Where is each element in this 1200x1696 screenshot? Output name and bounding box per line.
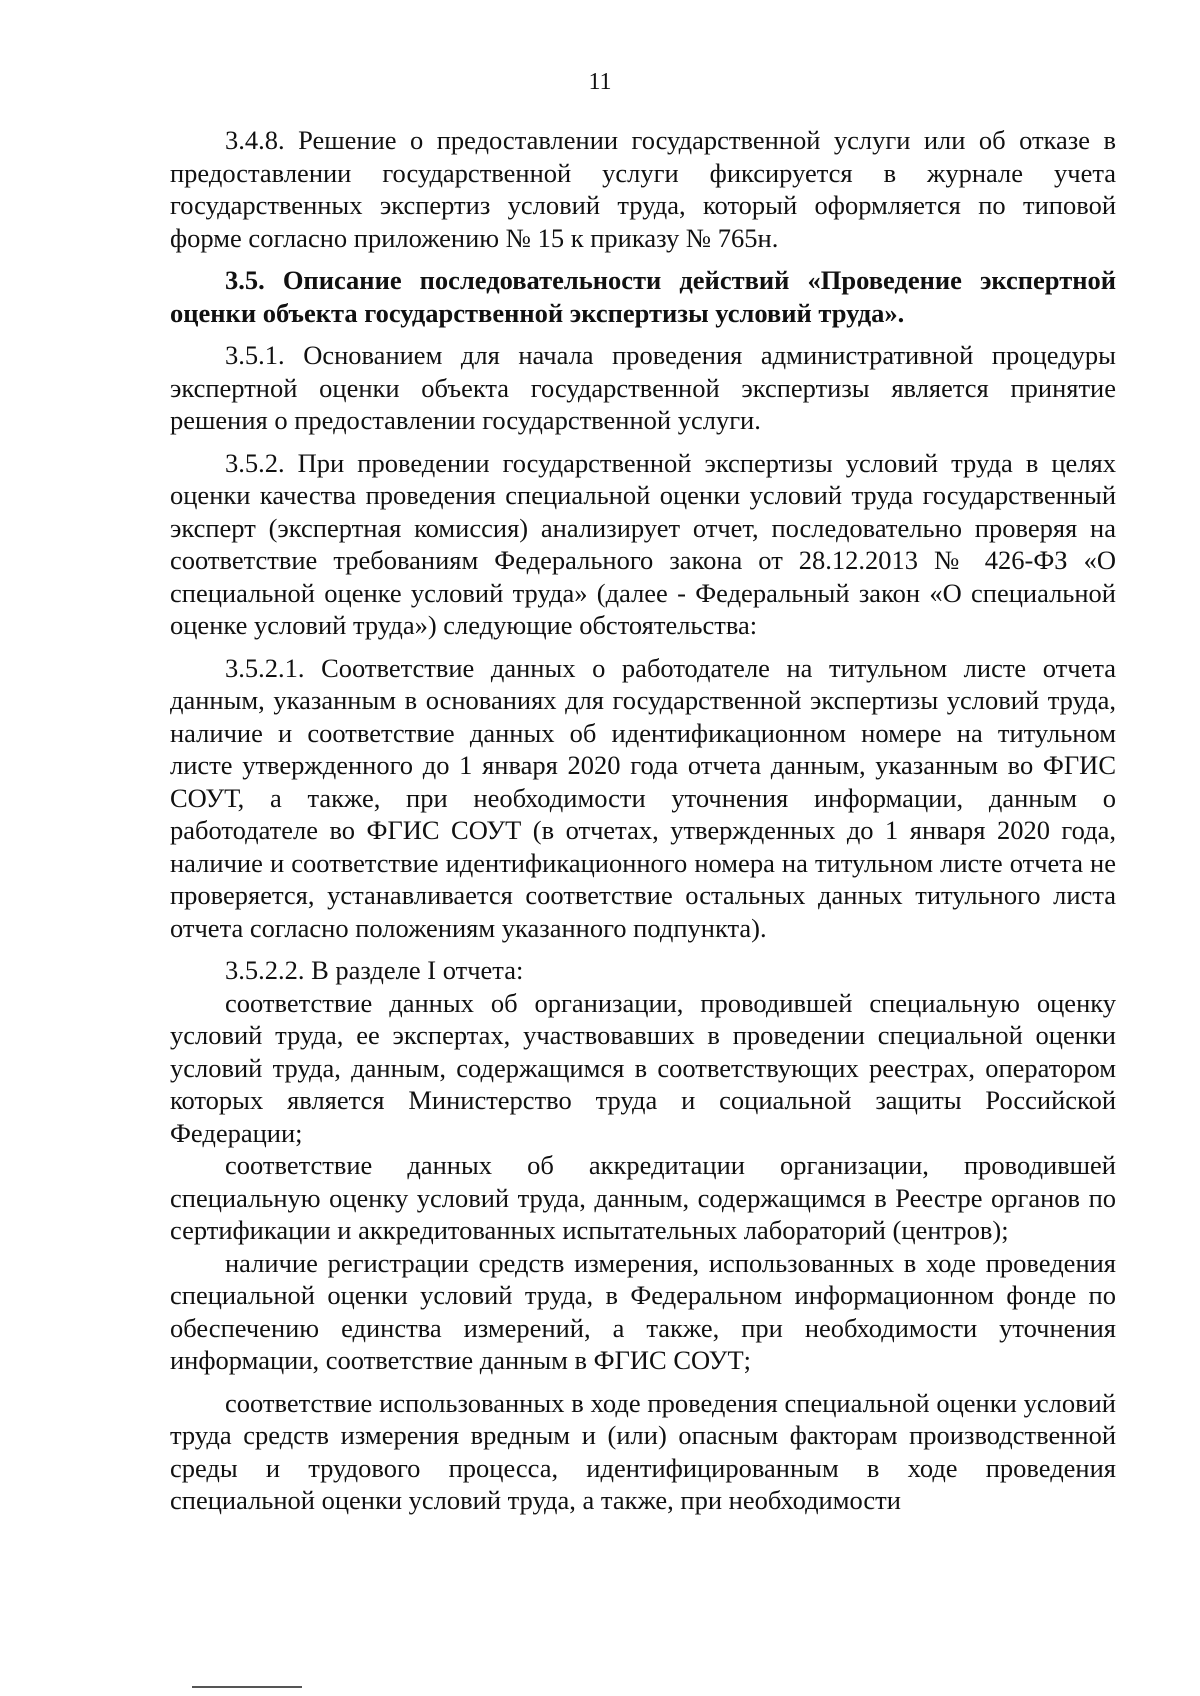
list-item-measurement-registration: наличие регистрации средств измерения, использованных в ходе проведения специальной оценки условий труда, в Федеральном информационном фонде по обеспечению единства измерений, а также, при необходимости уточнения информации, соответствие данным в ФГИС СОУТ; <box>170 1247 1116 1375</box>
list-item-measurement-conformity: соответствие использованных в ходе проведения специальной оценки условий труда средств измерения вредным и (или) опасным факторам производственной среды и трудового процесса, идентифицированным в ходе проведения специальной оценки условий труда, а также, при необходимости <box>170 1387 1116 1515</box>
section-heading-3-5: 3.5. Описание последовательности действий «Проведение экспертной оценки объекта государственной экспертизы условий труда». <box>170 265 1116 328</box>
paragraph-3-5-1: 3.5.1. Основанием для начала проведения административной процедуры экспертной оценки объекта государственной экспертизы является принятие решения о предоставлении государственной услуги. <box>170 340 1116 435</box>
paragraph-3-4-8: 3.4.8. Решение о предоставлении государственной услуги или об отказе в предоставлении государственной услуги фиксируется в журнале учета государственных экспертиз условий труда, который оформляется по типовой форме согласно приложению № 15 к приказу № 765н. <box>170 125 1116 253</box>
scan-edge-mark <box>192 1686 302 1688</box>
paragraph-3-5-2: 3.5.2. При проведении государственной экспертизы условий труда в целях оценки качества проведения специальной оценки условий труда государственный эксперт (экспертная комиссия) анализирует отчет, последовательно проверяя на соответствие требованиям Федерального закона от 28.12.2013 № 426-ФЗ «О специальной оценке условий труда» (далее - Федеральный закон «О специальной оценке условий труда») следующие обстоятельства: <box>170 447 1116 640</box>
list-item-accreditation-data: соответствие данных об аккредитации организации, проводившей специальную оценку условий труда, данным, содержащимся в Реестре органов по сертификации и аккредитованных испытательных лабораторий (центров); <box>170 1150 1116 1245</box>
document-body <box>170 124 1116 1517</box>
list-item-organization-data: соответствие данных об организации, проводившей специальную оценку условий труда, ее экспертах, участвовавших в проведении специальной оценки условий труда, данным, содержащимся в соответствующих реестрах, оператором которых является Министерство труда и социальной защиты Российской Федерации; <box>170 987 1116 1148</box>
paragraph-3-5-2-1: 3.5.2.1. Соответствие данных о работодателе на титульном листе отчета данным, указанным в основаниях для государственной экспертизы условий труда, наличие и соответствие данных об идентификационном номере на титульном листе утвержденного до 1 января 2020 года отчета данным, указанным во ФГИС СОУТ, а также, при необходимости уточнения информации, данным о работодателе во ФГИС СОУТ (в отчетах, утвержденных до 1 января 2020 года, наличие и соответствие идентификационного номера на титульном листе отчета не проверяется, устанавливается соответствие остальных данных титульного листа отчета согласно положениям указанного подпункта). <box>170 652 1116 943</box>
page-number: 11 <box>588 69 612 95</box>
paragraph-3-5-2-2: 3.5.2.2. В разделе I отчета: <box>225 955 524 985</box>
